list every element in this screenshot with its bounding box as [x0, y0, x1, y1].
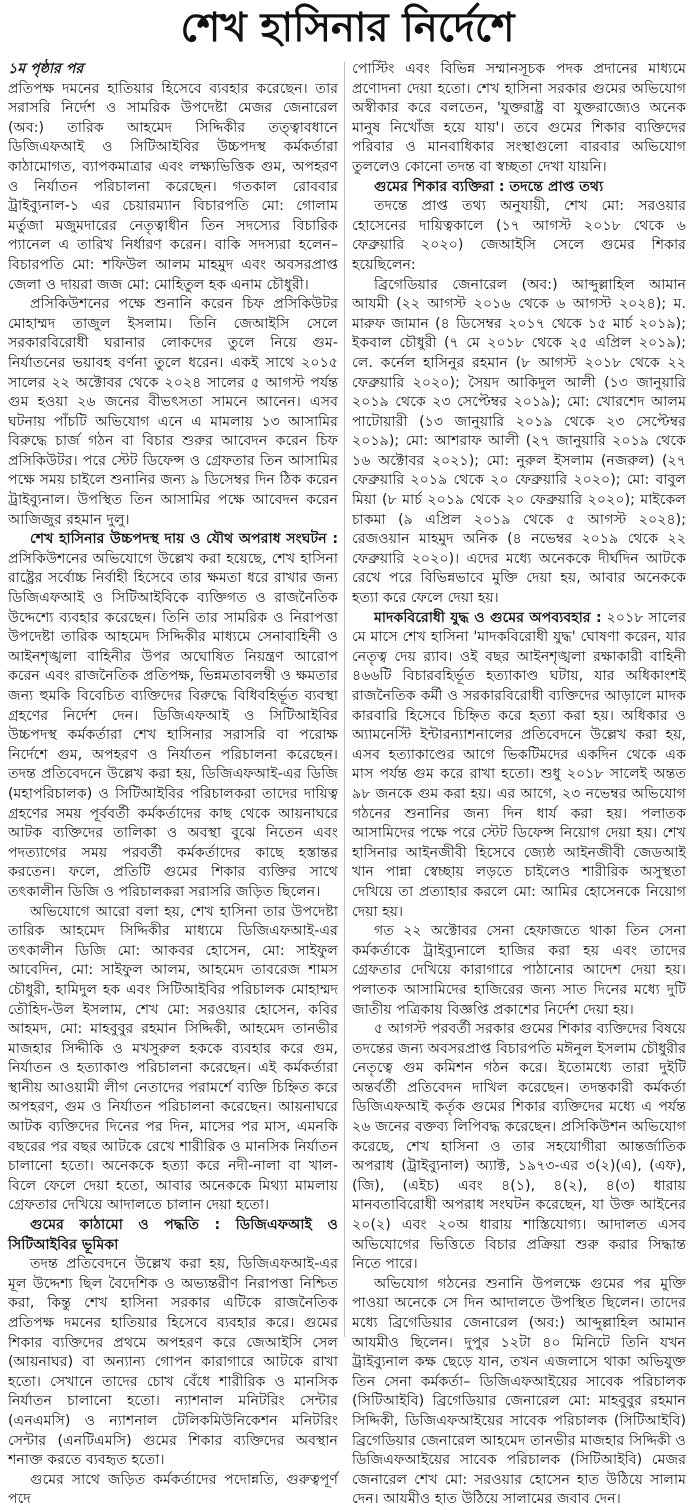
paragraph: [8, 1471, 338, 1510]
paragraph-text: প্রসিকিউশনের পক্ষে শুনানি করেন চিফ প্রসিকিউটর মোহাম্মদ তাজুল ইসলাম। তিনি জেআইসি সেলে সরকারবিরোধী ঘরানার লোকদের তুলে নিয়ে গুম-নির্যাতনের ভয়াবহ বর্ণনা তুলে ধরেন। একই সাথে ২০১৫ সালের ২২ অক্টোবর থেকে ২০২৪ সালের ৫ আগস্ট পর্যন্ত গুম হওয়া ২৬ জনের বীভৎসতা সামনে আনেন। এসব ঘটনায় পাঁচটি অভিযোগ এনে এ মামলায় ১৩ আসামির বিরুদ্ধে চার্জ গঠন বা বিচার শুরুর আবেদন করেন চিফ প্রসিকিউটর। পরে স্টেট ডিফেন্স ও গ্রেফতার তিন আসামির পক্ষে সময় চাইলে শুনানির জন্য ৯ ডিসেম্বর দিন ঠিক করেন ট্রাইব্যুনাল। উপস্থিত তিন আসামির পক্ষে আবেদন করেন আজিজুর রহমান দুলু।: [8, 296, 338, 528]
paragraph-text: তদন্ত প্রতিবেদনে উল্লেখ করা হয়, ডিজিএফআই-এর মূল উদ্দেশ্য ছিল বৈদেশিক ও অভ্যন্তরীণ নিরাপত্তা নিশ্চিত করা, কিন্তু শেখ হাসিনা সরকার এটিকে রাজনৈতিক প্রতিপক্ষ দমনের হাতিয়ার হিসেবে ব্যবহার করে। গুমের শিকার ব্যক্তিদের প্রথমে অপহরণ করে জেআইসি সেল (আয়নাঘর) বা অন্যান্য গোপন কারাগারে আটকে রাখা হতো। সেখানে তাদের চোখ বেঁধে শারীরিক ও মানসিক নির্যাতন চালানো হতো। ন্যাশনাল মনিটরিং সেন্টার (এনএমসি) ও ন্যাশনাল টেলিকমিউনিকেশন মনিটরিং সেন্টার (এনটিএমসি) গুমের শিকার ব্যক্তিদের অবস্থান শনাক্ত করতে ব্যবহৃত হতো।: [8, 1256, 338, 1469]
paragraph: [352, 1020, 686, 1275]
paragraph: [352, 609, 686, 923]
paragraph: [8, 903, 338, 1217]
paragraph-lead: মাদকবিরোধী যুদ্ধ ও গুমের অপব্যবহার :: [374, 609, 602, 626]
paragraph: [352, 197, 686, 275]
paragraph: [8, 530, 338, 902]
paragraph: [352, 922, 686, 1020]
paragraph: [352, 1275, 686, 1510]
paragraph-text: তদন্তে প্রাপ্ত তথ্য অনুযায়ী, শেখ মো: সরওয়ার হোসেনের দায়িত্বকালে (১৭ আগস্ট ২০১৮ থেকে ৬ ফেব্রুয়ারি ২০২০) জেআইসি সেলে গুমের শিকার হয়েছিলেন:: [352, 198, 686, 273]
continuation-kicker: ১ম পৃষ্ঠার পর: [8, 61, 84, 77]
paragraph-text: ব্রিগেডিয়ার জেনারেল (অব:) আব্দুল্লাহিল আমান আযমী (২২ আগস্ট ২০১৬ থেকে ৬ আগস্ট ২০২৪); ম. মারুফ জামান (৪ ডিসেম্বর ২০১৭ থেকে ১৫ মার্চ ২০১৯); ইকবাল চৌধুরী (৭ মে ২০১৮ থেকে ২৫ এপ্রিল ২০১৯); লে. কর্নেল হাসিনুর রহমান (৮ আগস্ট ২০১৮ থেকে ২২ ফেব্রুয়ারি ২০২০); সৈয়দ আকিদুল আলী (১৩ জানুয়ারি ২০১৯ থেকে ২৩ সেপ্টেম্বর ২০১৯); মো: খোরশেদ আলম পাটোয়ারী (১৩ জানুয়ারি ২০১৯ থেকে ২৩ সেপ্টেম্বর ২০১৯); মো: আশরাফ আলী (২৭ জানুয়ারি ২০১৯ থেকে ১৬ অক্টোবর ২০২১); মো: নুরুল ইসলাম (নজরুল) (২৭ ফেব্রুয়ারি ২০১৯ থেকে ২০ ফেব্রুয়ারি ২০২০); মো: বাবুল মিয়া (৮ মার্চ ২০১৯ থেকে ২০ ফেব্রুয়ারি ২০২০); মাইকেল চাকমা (৯ এপ্রিল ২০১৯ থেকে ৫ আগস্ট ২০২৪); রেজওয়ান মাহমুদ অনিক (৪ নভেম্বর ২০১৯ থেকে ২২ ফেব্রুয়ারি ২০২০)। এদের মধ্যে অনেককে দীর্ঘদিন আটকে রেখে পরে বিভিন্নভাবে মুক্তি দেয়া হয়, আবার অনেককে হত্যা করে ফেলে দেয়া হয়।: [352, 276, 686, 607]
paragraph-text: গত ২২ অক্টোবর সেনা হেফাজতে থাকা তিন সেনা কর্মকর্তাকে ট্রাইব্যুনালে হাজির করা হয় এবং তাদের গ্রেফতার দেখিয়ে কারাগারে পাঠানোর আদেশ দেয়া হয়। পলাতক আসামিদের হাজিরের জন্য সাত দিনের মধ্যে দুটি জাতীয় পত্রিকায় বিজ্ঞপ্তি প্রকাশের নির্দেশ দেয়া হয়।: [352, 923, 686, 1018]
paragraph: [352, 276, 686, 609]
headline: শেখ হাসিনার নির্দেশে: [180, 5, 515, 51]
paragraph-text: প্রতিপক্ষ দমনের হাতিয়ার হিসেবে ব্যবহার করেছেন। তার সরাসরি নির্দেশ ও সামরিক উপদেষ্টা মেজর জেনারেল (অব:) তারিক আহমেদ সিদ্দিকীর তত্ত্বাবধানে ডিজিএফআই ও সিটিআইবির উচ্চপদস্থ কর্মকর্তারা কাঠামোগত, ব্যাপকমাত্রার এবং লক্ষ্যভিত্তিক গুম, অপহরণ ও নির্যাতন পরিচালনা করেছেন। গতকাল রোববার ট্রাইব্যুনাল-১ এর চেয়ারম্যান বিচারপতি মো: গোলাম মর্তুজা মজুমদারের নেতৃত্বাধীন তিন সদস্যের বিচারিক প্যানেল এ তারিখ নির্ধারণ করেন। বাকি সদস্যরা হলেন– বিচারপতি মো: শফিউল আলম মাহমুদ এবং অবসরপ্রাপ্ত জেলা ও দায়রা জজ মো: মোহিতুল হক এনাম চৌধুরী।: [8, 80, 338, 293]
paragraph: [352, 60, 686, 178]
paragraph-text: ৫ আগস্ট পরবর্তী সরকার গুমের শিকার ব্যক্তিদের বিষয়ে তদন্তের জন্য অবসরপ্রাপ্ত বিচারপতি মঈনুল ইসলাম চৌধুরীর নেতৃত্বে গুম কমিশন গঠন করে। ইতোমধ্যে তারা দুইটি অন্তর্বর্তী প্রতিবেদন দাখিল করেছেন। তদন্তকারী কর্মকর্তা ডিজিএফআই কর্তৃক গুমের শিকার ব্যক্তিদের মধ্যে এ পর্যন্ত ২৬ জনের বক্তব্য লিপিবদ্ধ করেছেন। প্রসিকিউশন অভিযোগ করেছে, শেখ হাসিনা ও তার সহযোগীরা আন্তর্জাতিক অপরাধ (ট্রাইব্যুনাল) অ্যাক্ট, ১৯৭৩-এর ৩(২)(এ), (এফ), (জি), (এইচ) এবং ৪(১), ৪(২), ৪(৩) ধারায় মানবতাবিরোধী অপরাধ সংঘটন করেছেন, যা উক্ত আইনের ২০(২) এবং ২০অ ধারায় শাস্তিযোগ্য। আদালত এসব অভিযোগের ভিত্তিতে বিচার প্রক্রিয়া শুরু করার সিদ্ধান্ত নিতে পারে।: [352, 1021, 686, 1273]
paragraph-lead: শেখ হাসিনার উচ্চপদস্থ দায় ও যৌথ অপরাধ সংঘটন :: [30, 531, 338, 548]
paragraph: [8, 1255, 338, 1471]
paragraph-text: প্রসিকিউশনের অভিযোগে উল্লেখ করা হয়েছে, শেখ হাসিনা রাষ্ট্রের সর্বোচ্চ নির্বাহী হিসেবে তার ক্ষমতা ধরে রাখার জন্য ডিজিএফআই ও সিটিআইবিকে ব্যক্তিগত ও রাজনৈতিক উদ্দেশ্যে ব্যবহার করেছেন। তিনি তার সামরিক ও নিরাপত্তা উপদেষ্টা তারিক আহমেদ সিদ্দিকীর মাধ্যমে সেনাবাহিনী ও আইনশৃঙ্খলা বাহিনীর উপর অঘোষিত নিয়ন্ত্রণ আরোপ করেন এবং রাজনৈতিক প্রতিপক্ষ, ভিন্নমতাবলম্বী ও ক্ষমতার জন্য হুমকি বিবেচিত ব্যক্তিদের বিরুদ্ধে বিধিবহির্ভূত ব্যবস্থা গ্রহণের নির্দেশ দেন। ডিজিএফআই ও সিটিআইবির উচ্চপদস্থ কর্মকর্তারা শেখ হাসিনার সরাসরি বা পরোক্ষ নির্দেশে গুম, অপহরণ ও নির্যাতন পরিচালনা করেছেন। তদন্ত প্রতিবেদনে উল্লেখ করা হয়, ডিজিএফআই-এর ডিজি (মহাপরিচালক) ও সিটিআইবির পরিচালকরা তাদের দায়িত্ব গ্রহণের সময় পূর্ববর্তী কর্মকর্তাদের কাছ থেকে আয়নাঘরে আটক ব্যক্তিদের তালিকা ও অবস্থা বুঝে নিতেন এবং পদত্যাগের সময় পরবর্তী কর্মকর্তাদের কাছে হস্তান্তর করতেন। ফলে, প্রতিটি গুমের শিকার ব্যক্তির সাথে তৎকালীন ডিজি ও পরিচালকরা সরাসরি জড়িত ছিলেন।: [8, 550, 338, 900]
paragraph-text: ২০১৮ সালের মে মাসে শেখ হাসিনা 'মাদকবিরোধী যুদ্ধ' ঘোষণা করেন, যার নেতৃত্ব দেয় র‍্যাব। ওই বছর আইনশৃঙ্খলা রক্ষাকারী বাহিনী ৪৬৬টি বিচারবহির্ভূত হত্যাকাণ্ড ঘটায়, যার অধিকাংশই রাজনৈতিক কর্মী ও সরকারবিরোধী ব্যক্তিদের আড়ালে মাদক কারবারি হিসেবে চিহ্নিত করে হত্যা করা হয়। অধিকার ও অ্যামনেস্টি ইন্টারন্যাশনালের প্রতিবেদনে উল্লেখ করা হয়, এসব হত্যাকাণ্ডের আগে ভিকটিমদের একদিন থেকে এক মাস পর্যন্ত গুম করে রাখা হতো। শুধু ২০১৮ সালেই অন্তত ৯৮ জনকে গুম করা হয়। এর আগে, ২৩ নভেম্বর অভিযোগ গঠনের শুনানির জন্য দিন ধার্য করা হয়। পলাতক আসামিদের পক্ষে পরে স্টেট ডিফেন্স নিয়োগ দেয়া হয়। শেখ হাসিনার আইনজীবী হিসেবে জ্যেষ্ঠ আইনজীবী জেডআই খান পান্না স্বেচ্ছায় লড়তে চাইলেও শারীরিক অসুস্থতা দেখিয়ে তা প্রত্যাহার করলে মো: আমির হোসেনকে নিয়োগ দেয়া হয়।: [352, 609, 686, 920]
article-column-right: [352, 60, 686, 1510]
paragraph: [8, 295, 338, 530]
paragraph: [8, 80, 338, 296]
column-divider: [344, 62, 345, 1337]
article-column-left: [8, 60, 338, 1510]
section-heading: গুমের কাঠামো ও পদ্ধতি : ডিজিএফআই ও সিটিআইবির ভূমিকা: [8, 1217, 338, 1253]
paragraph-text: পোস্টিং এবং বিভিন্ন সম্মানসূচক পদক প্রদানের মাধ্যমে প্রণোদনা দেয়া হতো। শেখ হাসিনা সরকার গুমের অভিযোগ অস্বীকার করে বলতেন, 'যুক্তরাষ্ট্র বা যুক্তরাজ্যেও অনেক মানুষ নিখোঁজ হয়ে যায়'। তবে গুমের শিকার ব্যক্তিদের পরিবার ও মানবাধিকার সংস্থাগুলো বারবার অভিযোগ তুললেও কোনো তদন্ত বা স্বচ্ছতা দেখা যায়নি।: [352, 61, 686, 175]
paragraph-text: অভিযোগ গঠনের শুনানি উপলক্ষে গুমের পর মুক্তি পাওয়া অনেকে সে দিন আদালতে উপস্থিত ছিলেন। তাদের মধ্যে ব্রিগেডিয়ার জেনারেল (অব:) আব্দুল্লাহিল আমান আযমীও ছিলেন। দুপুর ১২টা ৪০ মিনিটে তিনি যখন ট্রাইব্যুনাল কক্ষ ছেড়ে যান, তখন এজলাসে থাকা অভিযুক্ত তিন সেনা কর্মকর্তা– ডিজিএফআইয়ের সাবেক পরিচালক (সিটিআইবি) ব্রিগেডিয়ার জেনারেল মো: মাহবুবুর রহমান সিদ্দিকী, ডিজিএফআইয়ের সাবেক পরিচালক (সিটিআইবি) ব্রিগেডিয়ার জেনারেল আহমেদ তানভীর মাজহার সিদ্দিকী ও ডিজিএফআইয়ের সাবেক পরিচালক (সিটিআইবি) মেজর জেনারেল শেখ মো: সরওয়ার হোসেন হাত উঠিয়ে সালাম দেন। আযমীও হাত উঠিয়ে সালামের জবাব দেন।: [352, 1275, 686, 1508]
left-paragraphs: [8, 80, 338, 1510]
right-paragraphs: [352, 60, 686, 1510]
paragraph-text: গুমের সাথে জড়িত কর্মকর্তাদের পদোন্নতি, গুরুত্বপূর্ণ পদে: [8, 1471, 338, 1508]
section-heading: গুমের শিকার ব্যক্তিরা : তদন্তে প্রাপ্ত তথ্য: [374, 178, 604, 195]
paragraph-text: অভিযোগে আরো বলা হয়, শেখ হাসিনা তার উপদেষ্টা তারিক আহমেদ সিদ্দিকীর মাধ্যমে ডিজিএফআই-এর তৎকালীন ডিজি মো: আকবর হোসেন, মো: সাইফুল আবেদিন, মো: সাইফুল আলম, আহমেদ তাবরেজ শামস চৌধুরী, হামিদুল হক এবং সিটিআইবির পরিচালক মোহাম্মদ তৌহিদ-উল ইসলাম, শেখ মো: সরওয়ার হোসেন, কবির আহমদ, মো: মাহবুবুর রহমান সিদ্দিকী, আহমেদ তানভীর মাজহার সিদ্দীকি ও মখসুরুল হককে ব্যবহার করে গুম, নির্যাতন ও হত্যাকাণ্ড পরিচালনা করেছেন। এই কর্মকর্তারা স্থানীয় আওয়ামী লীগ নেতাদের পরামর্শে ব্যক্তি চিহ্নিত করে অপহরণ, গুম ও নির্যাতন পরিচালনা করেছেন। আয়নাঘরে আটক ব্যক্তিদের দিনের পর দিন, মাসের পর মাস, এমনকি বছরের পর বছর আটকে রেখে শারীরিক ও মানসিক নির্যাতন চালানো হতো। অনেককে হত্যা করে নদী-নালা বা খাল-বিলে ফেলে দেয়া হতো, আবার অনেককে মিথ্যা মামলায় গ্রেফতার দেখিয়ে আদালতে চালান দেয়া হতো।: [8, 903, 338, 1214]
